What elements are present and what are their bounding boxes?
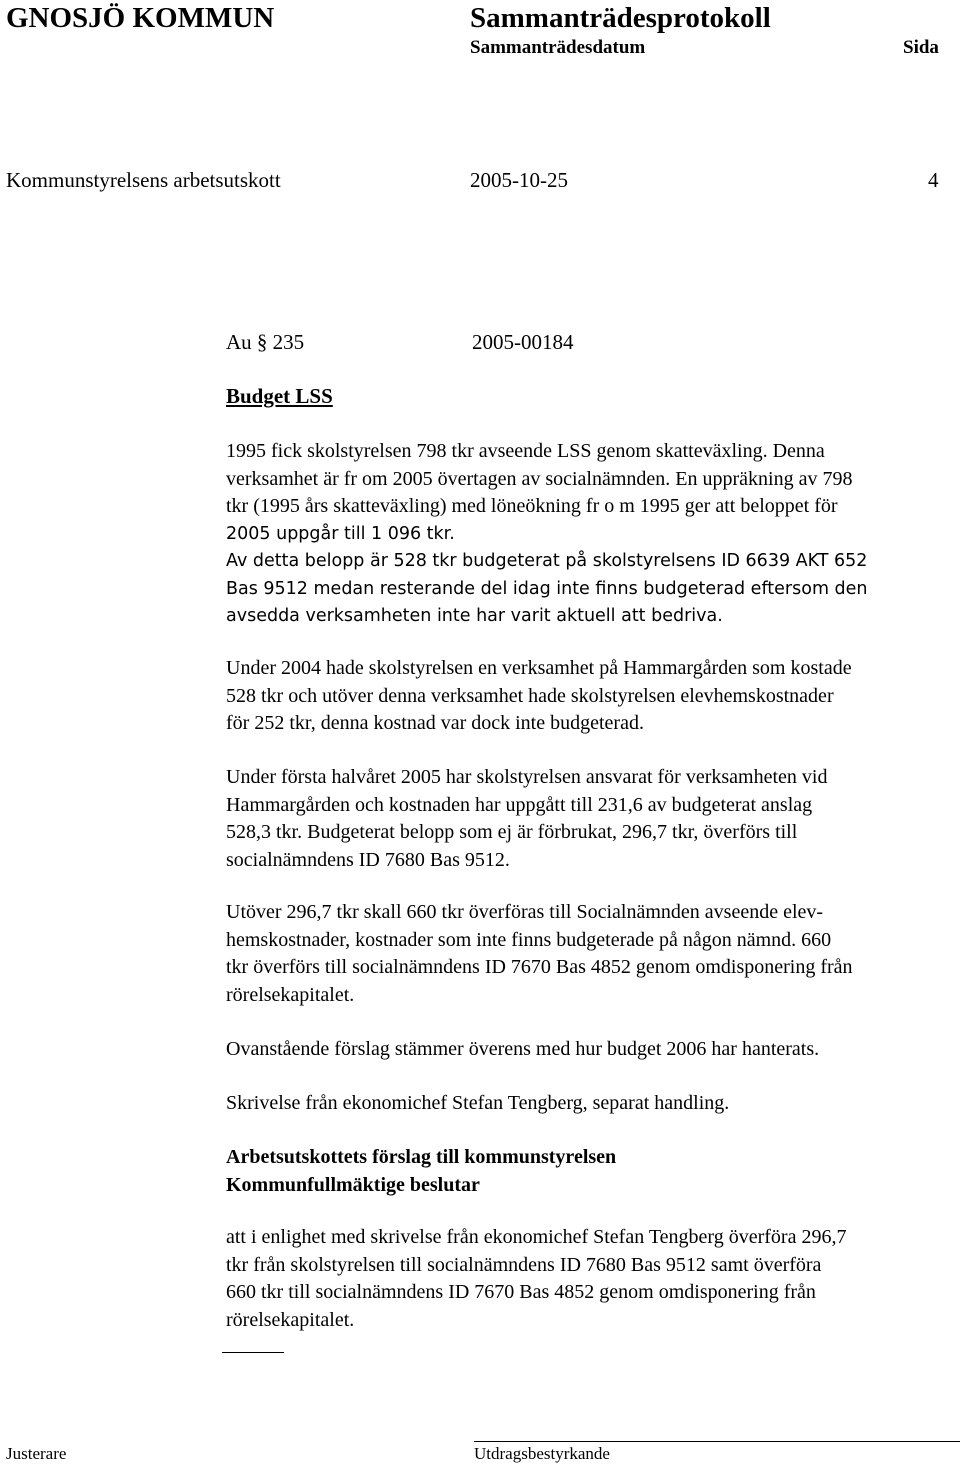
page-number: 4	[928, 168, 939, 192]
footer-signatory-label: Justerare	[6, 1444, 67, 1463]
case-title: Budget LSS	[226, 384, 333, 408]
paragraph-line: Ovanstående förslag stämmer överens med hur budget 2006 har hanterats.	[226, 1038, 820, 1060]
proposal-heading: Arbetsutskottets förslag till kommunstyrelsen	[226, 1146, 617, 1168]
paragraph-transfer	[226, 899, 960, 1009]
paragraph-line: Bas 9512 medan resterande del idag inte finns budgeterad eftersom den	[226, 578, 868, 599]
decision-line: att i enlighet med skrivelse från ekonomichef Stefan Tengberg överföra 296,7	[226, 1226, 847, 1248]
paragraph-letter-reference	[226, 1090, 960, 1118]
meeting-date-label: Sammanträdesdatum	[470, 37, 646, 58]
paragraph-line: avsedda verksamheten inte har varit aktuell att bedriva.	[226, 606, 723, 626]
decision-text	[226, 1224, 960, 1334]
decision-heading: Kommunfullmäktige beslutar	[226, 1173, 480, 1196]
paragraph-line: Utöver 296,7 tkr skall 660 tkr överföras till Socialnämnden avseende elev-	[226, 901, 824, 923]
paragraph-line: Under 2004 hade skolstyrelsen en verksamhet på Hammargården som kostade	[226, 657, 852, 679]
paragraph-line: Skrivelse från ekonomichef Stefan Tengberg, separat handling.	[226, 1092, 730, 1114]
paragraph-line: rörelsekapitalet.	[226, 983, 355, 1006]
paragraph-number: Au § 235	[226, 330, 305, 354]
paragraph-line: för 252 tkr, denna kostnad var dock inte budgeterad.	[226, 712, 644, 734]
paragraph-line: tkr (1995 års skatteväxling) med löneökning fr o m 1995 ger att beloppet för	[226, 495, 838, 517]
paragraph-line: 528 tkr och utöver denna verksamhet hade skolstyrelsen elevhemskostnader	[226, 684, 834, 707]
page-label: Sida	[903, 37, 939, 58]
paragraph-line: verksamhet är fr om 2005 övertagen av socialnämnden. En uppräkning av 798	[226, 467, 853, 490]
paragraph-line: socialnämndens ID 7680 Bas 9512.	[226, 848, 510, 871]
proposal-headings	[226, 1144, 960, 1199]
decision-line: rörelsekapitalet.	[226, 1308, 355, 1331]
paragraph-line: Hammargården och kostnaden har uppgått till 231,6 av budgeterat anslag	[226, 793, 813, 816]
paragraph-line: 528,3 tkr. Budgeterat belopp som ej är förbrukat, 296,7 tkr, överförs till	[226, 821, 798, 843]
decision-line: tkr från skolstyrelsen till socialnämndens ID 7680 Bas 9512 samt överföra	[226, 1253, 822, 1276]
paragraph-2004	[226, 655, 960, 738]
meeting-date: 2005-10-25	[470, 168, 568, 192]
end-of-section-rule	[222, 1352, 284, 1353]
paragraph-budget-detail	[226, 548, 960, 631]
paragraph-background	[226, 438, 960, 548]
paragraph-line: tkr överförs till socialnämndens ID 7670 Bas 4852 genom omdisponering från	[226, 956, 853, 978]
decision-line: 660 tkr till socialnämndens ID 7670 Bas 4852 genom omdisponering från	[226, 1281, 816, 1303]
document-type: Sammanträdesprotokoll	[470, 2, 771, 34]
paragraph-line: Av detta belopp är 528 tkr budgeterat på skolstyrelsens ID 6639 AKT 652	[226, 551, 868, 571]
diary-number: 2005-00184	[472, 330, 574, 354]
footer-certification-label: Utdragsbestyrkande	[474, 1444, 610, 1463]
paragraph-line: 1995 fick skolstyrelsen 798 tkr avseende LSS genom skatteväxling. Denna	[226, 440, 825, 462]
paragraph-2005	[226, 764, 960, 874]
footer-divider	[474, 1441, 960, 1442]
committee-name: Kommunstyrelsens arbetsutskott	[6, 168, 281, 192]
paragraph-budget-2006	[226, 1036, 960, 1064]
paragraph-line: Under första halvåret 2005 har skolstyrelsen ansvarat för verksamheten vid	[226, 766, 828, 788]
paragraph-line: hemskostnader, kostnader som inte finns budgeterade på någon nämnd. 660	[226, 928, 832, 951]
paragraph-line: 2005 uppgår till 1 096 tkr.	[226, 523, 455, 544]
organization-name: GNOSJÖ KOMMUN	[6, 2, 275, 34]
